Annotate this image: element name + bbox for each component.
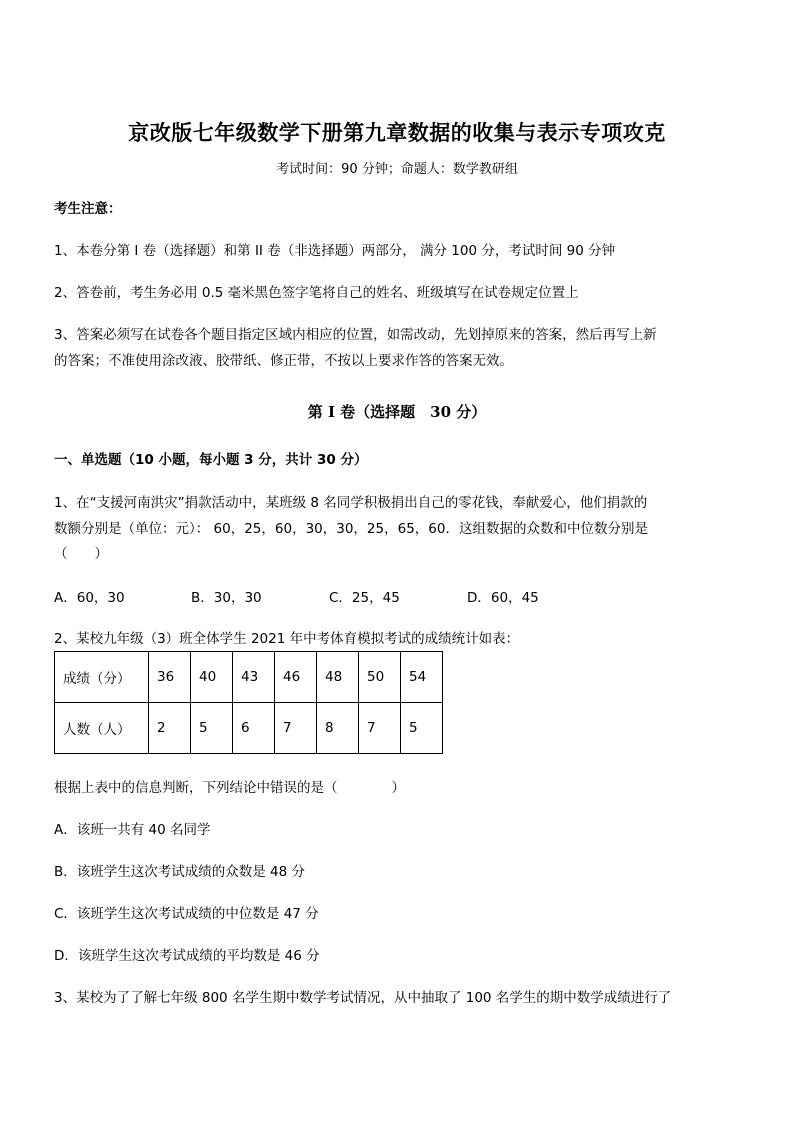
table-cell: 6 bbox=[233, 703, 275, 754]
notice-item-1: 1、本卷分第 I 卷（选择题）和第 II 卷（非选择题）两部分， 满分 100 分，考试时间 90 分钟 bbox=[54, 243, 616, 259]
q2-option-b[interactable]: B．该班学生这次考试成绩的众数是 48 分 bbox=[54, 864, 306, 880]
exam-title: 京改版七年级数学下册第九章数据的收集与表示专项攻克 bbox=[128, 120, 666, 145]
notice-item-3-line-1: 3、答案必须写在试卷各个题目指定区域内相应的位置，如需改动，先划掉原来的答案，然后再写上新 bbox=[54, 327, 657, 343]
part-heading: 一、单选题（10 小题，每小题 3 分，共计 30 分） bbox=[54, 452, 368, 468]
q1-option-b[interactable]: B．30，30 bbox=[191, 590, 262, 606]
table-cell: 7 bbox=[359, 703, 401, 754]
table-row bbox=[55, 703, 443, 754]
q3-line-1: 3、某校为了了解七年级 800 名学生期中数学考试情况，从中抽取了 100 名学生的期中数学成绩进行了 bbox=[54, 990, 672, 1006]
q2-line-1: 2、某校九年级（3）班全体学生 2021 年中考体育模拟考试的成绩统计如表： bbox=[54, 631, 520, 647]
q2-option-d[interactable]: D．该班学生这次考试成绩的平均数是 46 分 bbox=[54, 948, 320, 964]
notice-heading: 考生注意： bbox=[54, 201, 122, 217]
table-cell: 5 bbox=[401, 703, 443, 754]
q1-line-1: 1、在“支援河南洪灾”捐款活动中，某班级 8 名同学积极捐出自己的零花钱，奉献爱心，他们捐款的 bbox=[54, 495, 648, 511]
q1-line-3: （ ） bbox=[54, 546, 108, 562]
notice-item-3-line-2: 的答案；不准使用涂改液、胶带纸、修正带，不按以上要求作答的答案无效。 bbox=[54, 353, 513, 369]
table-row bbox=[55, 652, 443, 703]
q1-option-c[interactable]: C．25，45 bbox=[329, 590, 400, 606]
table-cell: 46 bbox=[275, 652, 317, 703]
table-cell: 36 bbox=[149, 652, 191, 703]
table-cell: 43 bbox=[233, 652, 275, 703]
table-cell: 50 bbox=[359, 652, 401, 703]
q1-line-2: 数额分别是（单位：元）： 60，25，60，30，30，25，65，60．这组数据的众数和中位数分别是 bbox=[54, 521, 648, 537]
table-cell: 5 bbox=[191, 703, 233, 754]
table-cell: 成绩（分） bbox=[55, 652, 149, 703]
q2-question: 根据上表中的信息判断，下列结论中错误的是（ ） bbox=[54, 780, 405, 796]
notice-item-2: 2、答卷前，考生务必用 0.5 毫米黑色签字笔将自己的姓名、班级填写在试卷规定位置上 bbox=[54, 285, 579, 301]
table-cell: 54 bbox=[401, 652, 443, 703]
section-title: 第 I 卷（选择题 30 分） bbox=[307, 403, 487, 421]
table-cell: 2 bbox=[149, 703, 191, 754]
q1-option-d[interactable]: D．60，45 bbox=[467, 590, 539, 606]
table-cell: 人数（人） bbox=[55, 703, 149, 754]
score-table bbox=[54, 651, 443, 754]
q2-option-c[interactable]: C．该班学生这次考试成绩的中位数是 47 分 bbox=[54, 906, 319, 922]
exam-subtitle: 考试时间：90 分钟；命题人：数学教研组 bbox=[276, 162, 518, 177]
q1-option-a[interactable]: A．60，30 bbox=[54, 590, 125, 606]
table-cell: 48 bbox=[317, 652, 359, 703]
table-cell: 8 bbox=[317, 703, 359, 754]
table-cell: 40 bbox=[191, 652, 233, 703]
table-cell: 7 bbox=[275, 703, 317, 754]
q2-option-a[interactable]: A．该班一共有 40 名同学 bbox=[54, 822, 211, 838]
